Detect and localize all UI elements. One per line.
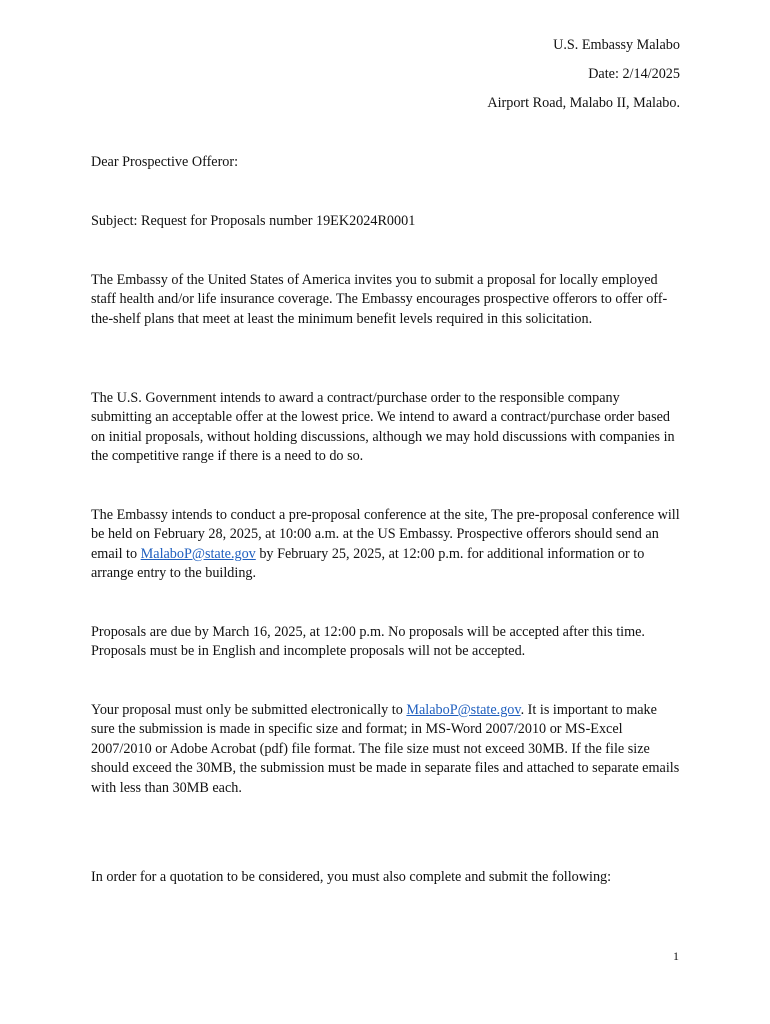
- embassy-name: U.S. Embassy Malabo: [553, 37, 680, 53]
- subject-line: Subject: Request for Proposals number 19EK2024R0001: [91, 213, 416, 229]
- page-number: 1: [673, 949, 679, 963]
- paragraph-submission-text-1: Your proposal must only be submitted electronically to: [91, 702, 407, 718]
- paragraph-conference-text-2: by February 25, 2025, at 12:00 p.m. for additional information or to arrange entry to the building.: [91, 545, 645, 582]
- paragraph-conference: [91, 506, 681, 584]
- paragraph-invitation: The Embassy of the United States of America invites you to submit a proposal for locally employed staff health and/or life insurance coverage. The Embassy encourages prospective offerors to offer off-the-shelf plans that meet at least the minimum benefit levels required in this solicitation.: [91, 272, 668, 327]
- conference-email-link[interactable]: MalaboP@state.gov: [140, 545, 256, 562]
- letter-date: Date: 2/14/2025: [588, 66, 680, 82]
- paragraph-submission-text-2: . It is important to make sure the submission is made in specific size and format; in MS-Word 2007/2010 or MS-Excel 2007/2010 or Adobe Acrobat (pdf) file format. The file size must not exceed 30MB. If the file size should exceed the 30MB, the submission must be made in separate files and attached to separate emails with less than 30MB each.: [91, 702, 680, 796]
- paragraph-award: The U.S. Government intends to award a contract/purchase order to the responsible company submitting an acceptable offer at the lowest price. We intend to award a contract/purchase order based on initial proposals, without holding discussions, although we may hold discussions with companies in the competitive range if there is a need to do so.: [91, 390, 675, 465]
- salutation: Dear Prospective Offeror:: [91, 154, 239, 170]
- embassy-address: Airport Road, Malabo II, Malabo.: [487, 95, 680, 111]
- submission-email-link[interactable]: MalaboP@state.gov: [406, 702, 521, 718]
- paragraph-due-date: Proposals are due by March 16, 2025, at 12:00 p.m. No proposals will be accepted after this time. Proposals must be in English and incomplete proposals will not be accepted.: [91, 624, 645, 660]
- paragraph-requirements: In order for a quotation to be considered, you must also complete and submit the following:: [91, 869, 612, 885]
- paragraph-conference-text-1: The Embassy intends to conduct a pre-proposal conference at the site, The pre-proposal conference will be held on February 28, 2025, at 10:00 a.m. at the US Embassy. Prospective offerors should send an email to: [91, 507, 680, 562]
- paragraph-submission: [91, 701, 681, 798]
